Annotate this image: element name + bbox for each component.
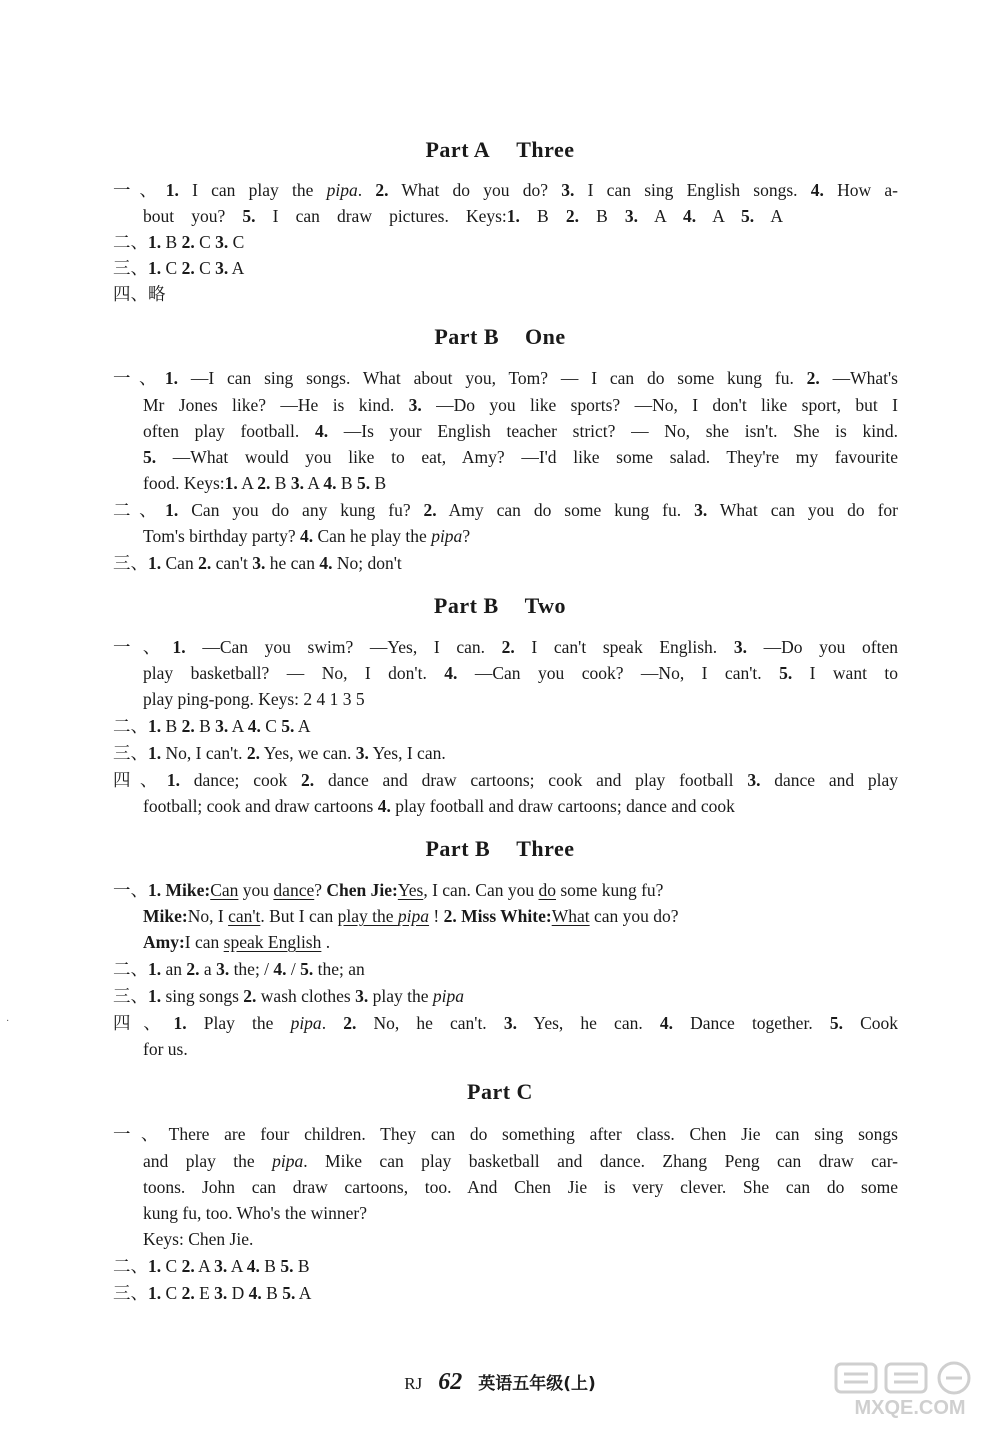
answer-line [143, 662, 898, 684]
text-run: D [227, 1283, 249, 1303]
edition-code: RJ [404, 1374, 423, 1393]
item-number: 4. [377, 796, 391, 816]
text-run: A [696, 206, 742, 226]
item-number: 2. [181, 716, 195, 736]
item-number: Amy: [143, 932, 185, 952]
underlined-answer: Yes [397, 880, 424, 900]
text-run: —Do you often [746, 637, 898, 657]
item-number: 4. [248, 1283, 262, 1303]
heading-part: Part B [433, 593, 499, 618]
item-number: 3. [747, 770, 761, 790]
text-run: 三、 [113, 553, 148, 573]
text-run: —What's [819, 368, 898, 388]
text-run: A [638, 206, 683, 226]
item-number: 1. [148, 258, 162, 278]
item-number: 2. [186, 959, 200, 979]
italic-word: pipa [290, 1013, 322, 1033]
item-number: 5. [300, 959, 314, 979]
text-run: —Is your English teacher strict? — No, she isn't. She is kind. [328, 421, 898, 441]
text-run: —I can sing songs. What about you, Tom? — I can do some kung fu. [178, 368, 807, 388]
text-run: . Mike can play basketball and dance. Zhang Peng can draw car- [303, 1151, 899, 1171]
answer-line [113, 879, 898, 901]
text-run: A [754, 206, 783, 226]
text-run: some kung fu? [556, 880, 664, 900]
text-run: A [295, 1283, 312, 1303]
item-number: 4. [682, 206, 697, 226]
text-run: 二、 [113, 959, 148, 979]
answer-line [113, 1123, 898, 1145]
item-number: Chen Jie: [326, 880, 398, 900]
answer-line [143, 1176, 898, 1198]
text-run: 二、 [113, 716, 148, 736]
text-run: B [293, 1256, 310, 1276]
heading-lesson: Three [516, 137, 575, 162]
text-run: A [194, 1256, 215, 1276]
answer-line [143, 525, 898, 547]
answer-line [143, 1150, 898, 1172]
text-run: 一、There are four children. They can do something after class. Chen Jie can sing songs [113, 1124, 898, 1144]
text-run: toons. John can draw cartoons, too. And Chen Jie is very clever. She can do some [143, 1177, 898, 1197]
answer-line [143, 688, 898, 710]
text-run: —Can you cook? —No, I can't. [457, 663, 780, 683]
text-run: 三、 [113, 743, 148, 763]
item-number: 4. [314, 421, 329, 441]
text-run: kung fu, too. Who's the winner? [143, 1203, 367, 1223]
item-number: 1. [148, 986, 162, 1006]
text-run: I can draw pictures. Keys: [255, 206, 507, 226]
text-run: A [303, 473, 324, 493]
text-run: B [261, 1283, 283, 1303]
text-run: Cook [842, 1013, 899, 1033]
italic-word: pipa [326, 180, 358, 200]
text-run: . [357, 180, 376, 200]
answer-line [143, 1202, 898, 1224]
text-run: B [194, 716, 216, 736]
text-run: . [321, 1013, 344, 1033]
text-run: I can play the [178, 180, 327, 200]
item-number: 3. [355, 986, 369, 1006]
item-number: 3. [290, 473, 304, 493]
item-number: 2. Miss White: [443, 906, 552, 926]
item-number: 4. [319, 553, 333, 573]
item-number: 3. [215, 258, 229, 278]
text-run: Play the [186, 1013, 291, 1033]
item-number: 2. [806, 368, 820, 388]
text-run: —Do you like sports? —No, I don't like sport, but I [421, 395, 898, 415]
answer-line [113, 985, 898, 1007]
answer-line [113, 552, 898, 574]
item-number: 4. [247, 716, 261, 736]
item-number: 5. [829, 1013, 843, 1033]
answer-line [113, 1012, 898, 1034]
text-run: Can he play the [313, 526, 432, 546]
item-number: 4. [246, 1256, 260, 1276]
text-run: No, I can't. [161, 743, 247, 763]
text-run: 四、 [113, 1013, 174, 1033]
item-number: 1. [173, 1013, 187, 1033]
answer-line [143, 931, 898, 953]
item-number: 1. [164, 368, 179, 388]
text-run: C [228, 232, 245, 252]
answer-line [143, 205, 783, 227]
text-run: E [194, 1283, 215, 1303]
text-run: football; cook and draw cartoons [143, 796, 378, 816]
text-run: C [194, 258, 216, 278]
item-number: 3. [214, 1256, 228, 1276]
text-run: 一、 [113, 880, 148, 900]
item-number: 2. [301, 770, 315, 790]
text-run: Yes, I can. [368, 743, 446, 763]
text-run: 二、 [113, 500, 166, 520]
answer-line [143, 795, 898, 817]
text-run: B [270, 473, 291, 493]
item-number: 1. [506, 206, 520, 226]
item-number: 3. [408, 395, 422, 415]
text-run: Yes, we can. [260, 743, 356, 763]
text-run: C [161, 258, 182, 278]
item-number: 2. [243, 986, 257, 1006]
item-number: 2. [501, 637, 515, 657]
text-run: I want to [792, 663, 898, 683]
text-run: 一、 [113, 637, 173, 657]
section-heading [0, 593, 1000, 619]
text-run: B [336, 473, 357, 493]
text-run: can you do? [589, 906, 679, 926]
text-run: a [199, 959, 217, 979]
text-run: B [259, 1256, 281, 1276]
underlined-answer: What [551, 906, 590, 926]
answer-line [113, 367, 898, 389]
text-run: I can sing English songs. [574, 180, 811, 200]
item-number: 5. [281, 716, 295, 736]
section-heading [0, 324, 1000, 350]
answer-line [143, 472, 898, 494]
text-run: C [194, 232, 216, 252]
text-run: Can [161, 553, 199, 573]
item-number: 1. [148, 743, 162, 763]
item-number: 1. [148, 1283, 162, 1303]
text-run: A [237, 473, 258, 493]
text-run: ? [314, 880, 327, 900]
text-run: 四、略 [113, 284, 166, 304]
answer-line [113, 257, 898, 279]
italic-word: pipa [272, 1151, 304, 1171]
answer-line [143, 905, 898, 927]
text-run: B [519, 206, 566, 226]
answer-line [113, 1255, 898, 1277]
text-run: the; an [313, 959, 365, 979]
item-number: 1. [166, 770, 180, 790]
section-heading [0, 836, 1000, 862]
text-run: for us. [143, 1039, 188, 1059]
item-number: 3. [252, 553, 266, 573]
svg-text:MXQE.COM: MXQE.COM [854, 1397, 966, 1419]
text-run: A [294, 716, 311, 736]
text-run: . [321, 932, 331, 952]
item-number: 2. [257, 473, 271, 493]
text-run: No, I [187, 906, 229, 926]
text-run: dance and play [760, 770, 899, 790]
text-run: he can [265, 553, 320, 573]
item-number: 2. [375, 180, 389, 200]
text-run: . But I can [260, 906, 338, 926]
answer-line [113, 179, 898, 201]
text-run: , I can. Can you [423, 880, 539, 900]
text-run: A [227, 1256, 247, 1276]
text-run: 二、 [113, 1256, 148, 1276]
item-number: 3. [214, 1283, 228, 1303]
item-number: 3. [624, 206, 639, 226]
item-number: 5. [356, 473, 371, 493]
answer-line [143, 1038, 898, 1060]
answer-line [113, 715, 898, 737]
item-number: 1. [148, 716, 162, 736]
text-run: play basketball? — No, I don't. [143, 663, 445, 683]
text-run: No, he can't. [356, 1013, 504, 1033]
answer-line [113, 283, 898, 305]
text-run: A [228, 258, 245, 278]
text-run: C [161, 1283, 182, 1303]
italic-word: pipa [431, 526, 463, 546]
underlined-answer: can't [228, 906, 261, 926]
text-run: Tom's birthday party? [143, 526, 300, 546]
text-run: What can you do for [707, 500, 899, 520]
item-number: 3. [216, 959, 230, 979]
text-run: and play the [143, 1151, 273, 1171]
text-run: the; / [229, 959, 274, 979]
text-run: No; don't [332, 553, 402, 573]
item-number: 1. [165, 500, 179, 520]
text-run: dance and draw cartoons; cook and play football [314, 770, 748, 790]
heading-part: Part A [425, 137, 491, 162]
text-run: 三、 [113, 258, 148, 278]
answer-line [113, 1282, 898, 1304]
underlined-answer: do [538, 880, 556, 900]
watermark-logo [830, 1360, 990, 1420]
item-number: 1. [148, 959, 162, 979]
text-run: you [238, 880, 274, 900]
text-run: B [578, 206, 625, 226]
item-number: 1. [148, 232, 162, 252]
underlined-answer: Can [210, 880, 239, 900]
book-subject: 英语五年级(上) [478, 1374, 596, 1394]
text-run: food. Keys: [143, 473, 225, 493]
item-number: 1. [224, 473, 238, 493]
text-run: Mr Jones like? —He is kind. [143, 395, 409, 415]
text-run: 一、 [113, 180, 166, 200]
heading-part: Part C [467, 1079, 533, 1104]
item-number: 5. [242, 206, 256, 226]
answer-line [143, 446, 898, 468]
text-run: play ping-pong. Keys: 2 4 1 3 5 [143, 689, 365, 709]
item-number: 2. [181, 258, 195, 278]
item-number: 5. [779, 663, 793, 683]
item-number: 3. [215, 232, 229, 252]
underlined-answer: pipa [397, 906, 430, 926]
underlined-answer: speak English [223, 932, 322, 952]
text-run: ! [429, 906, 444, 926]
item-number: 2. [181, 232, 195, 252]
heading-lesson: Three [516, 836, 575, 861]
item-number: 4. [323, 473, 337, 493]
text-run: dance; cook [179, 770, 302, 790]
text-run: 三、 [113, 986, 148, 1006]
text-run: Dance together. [672, 1013, 830, 1033]
text-run: play the [368, 986, 433, 1006]
text-run: Keys: Chen Jie. [143, 1229, 254, 1249]
text-run: / [286, 959, 301, 979]
page-number: 62 [438, 1369, 463, 1395]
heading-part: Part B [434, 324, 500, 349]
answer-line [113, 769, 898, 791]
item-number: 2. [423, 500, 437, 520]
section-heading [0, 137, 1000, 163]
item-number: 1. [148, 553, 162, 573]
heading-lesson: Two [524, 593, 567, 618]
item-number: 3. [733, 637, 747, 657]
text-run: can't [211, 553, 253, 573]
item-number: 3. [355, 743, 369, 763]
italic-word: pipa [432, 986, 464, 1006]
item-number: 5. [143, 447, 157, 467]
item-number: 1. Mike: [148, 880, 211, 900]
text-run: How a- [823, 180, 899, 200]
heading-lesson: One [525, 324, 566, 349]
underlined-answer: play the [337, 906, 398, 926]
item-number: Mike: [143, 906, 188, 926]
item-number: 3. [694, 500, 708, 520]
text-run: A [228, 716, 248, 736]
text-run: B [370, 473, 387, 493]
item-number: 2. [565, 206, 579, 226]
answer-line [113, 499, 898, 521]
item-number: 4. [273, 959, 287, 979]
text-run: Yes, he can. [516, 1013, 660, 1033]
item-number: 4. [444, 663, 458, 683]
text-run: I can't speak English. [514, 637, 734, 657]
item-number: 4. [810, 180, 824, 200]
item-number: 5. [741, 206, 755, 226]
text-run: ? [462, 526, 471, 546]
text-run: —What would you like to eat, Amy? —I'd like some salad. They're my favourite [156, 447, 898, 467]
text-run: play football and draw cartoons; dance and cook [390, 796, 735, 816]
text-run: I can [184, 932, 224, 952]
underlined-answer: dance [273, 880, 315, 900]
text-run: often play football. [143, 421, 315, 441]
text-run: 三、 [113, 1283, 148, 1303]
text-run: C [260, 716, 282, 736]
text-run: an [161, 959, 187, 979]
text-run: B [161, 716, 182, 736]
item-number: 3. [561, 180, 575, 200]
item-number: 4. [299, 526, 314, 546]
text-run: 一、 [113, 368, 165, 388]
text-run: wash clothes [256, 986, 356, 1006]
text-run: B [161, 232, 182, 252]
text-run: Can you do any kung fu? [178, 500, 424, 520]
answer-line [113, 231, 898, 253]
item-number: 4. [659, 1013, 673, 1033]
item-number: 2. [181, 1283, 195, 1303]
text-run: C [161, 1256, 182, 1276]
answer-line [113, 958, 898, 980]
item-number: 2. [181, 1256, 195, 1276]
item-number: 1. [165, 180, 179, 200]
scan-speck: · [6, 1016, 10, 1027]
text-run: What do you do? [388, 180, 562, 200]
text-run: Amy can do some kung fu. [436, 500, 695, 520]
answer-line [143, 394, 898, 416]
answer-line [113, 636, 898, 658]
item-number: 5. [280, 1256, 294, 1276]
item-number: 5. [282, 1283, 296, 1303]
item-number: 2. [246, 743, 261, 763]
answer-line [143, 1228, 898, 1250]
item-number: 2. [198, 553, 212, 573]
item-number: 1. [148, 1256, 162, 1276]
item-number: 3. [215, 716, 229, 736]
answer-line [113, 742, 898, 764]
text-run: —Can you swim? —Yes, I can. [185, 637, 502, 657]
section-heading [0, 1079, 1000, 1105]
heading-part: Part B [425, 836, 491, 861]
text-run: 四、 [113, 770, 167, 790]
text-run: sing songs [161, 986, 244, 1006]
text-run: 二、 [113, 232, 148, 252]
text-run: bout you? [143, 206, 243, 226]
item-number: 1. [172, 637, 186, 657]
answer-line [143, 420, 898, 442]
item-number: 2. [343, 1013, 357, 1033]
item-number: 3. [503, 1013, 517, 1033]
